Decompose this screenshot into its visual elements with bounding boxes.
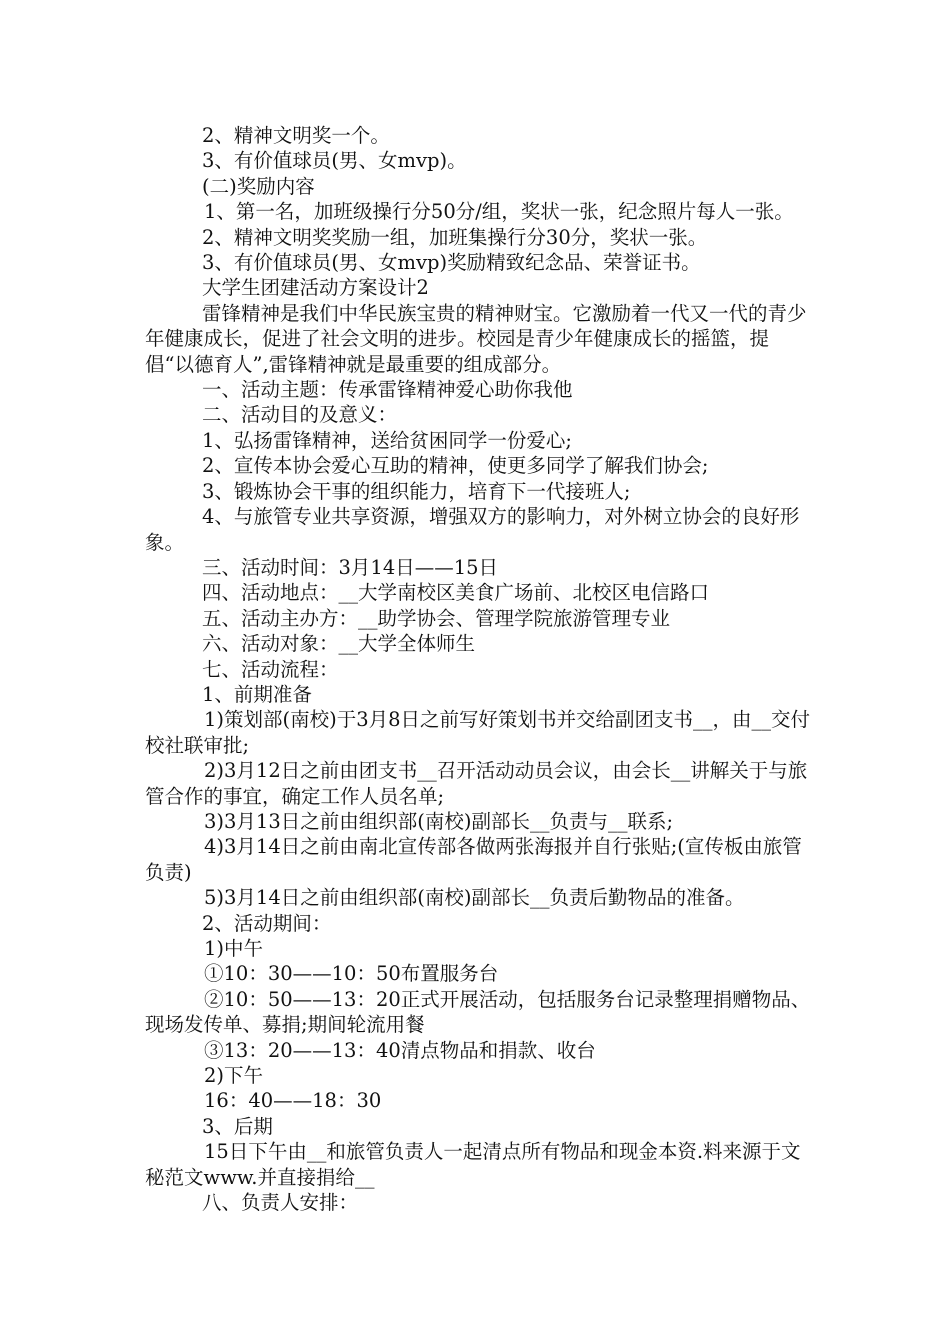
paragraph: 2)下午 xyxy=(204,1064,264,1088)
paragraph: 5)3月14日之前由组织部(南校)副部长__负责后勤物品的准备。 xyxy=(204,886,745,910)
paragraph: 16：40——18：30 xyxy=(204,1089,382,1113)
paragraph: 2)3月12日之前由团支书__召开活动动员会议，由会长__讲解关于与旅管合作的事宜，确定工作人员名单; xyxy=(145,759,808,808)
paragraph: 五、活动主办方：__助学协会、管理学院旅游管理专业 xyxy=(202,606,671,630)
paragraph: 3、后期 xyxy=(202,1114,273,1138)
paragraph: 1)中午 xyxy=(204,937,264,960)
section-heading: (二)奖励内容 xyxy=(202,174,315,198)
paragraph: 2、精神文明奖奖励一组，加班集操行分30分，奖状一张。 xyxy=(202,225,708,249)
paragraph: 1、前期准备 xyxy=(202,682,312,706)
paragraph: 1、弘扬雷锋精神，送给贫困同学一份爱心; xyxy=(202,428,572,452)
paragraph: 七、活动流程： xyxy=(202,657,339,681)
paragraph: 雷锋精神是我们中华民族宝贵的精神财宝。它激励着一代又一代的青少年健康成长，促进了社会文明的进步。校园是青少年健康成长的摇篮，提倡“以德育人”,雷锋精神就是最重要的组成部分。 xyxy=(145,301,807,376)
paragraph: ③13：20——13：40清点物品和捐款、收台 xyxy=(204,1038,596,1062)
paragraph: 1、第一名，加班级操行分50分/组，奖状一张，纪念照片每人一张。 xyxy=(204,200,794,224)
document-body xyxy=(145,123,813,1215)
paragraph: 四、活动地点：__大学南校区美食广场前、北校区电信路口 xyxy=(202,581,710,605)
paragraph: 1)策划部(南校)于3月8日之前写好策划书并交给副团支书__，由__交付校社联审批; xyxy=(145,708,811,757)
paragraph: 3、有价值球员(男、女mvp)奖励精致纪念品、荣誉证书。 xyxy=(202,251,701,275)
paragraph: 2、宣传本协会爱心互助的精神，使更多同学了解我们协会; xyxy=(202,454,709,478)
paragraph: 4、与旅管专业共享资源，增强双方的影响力，对外树立协会的良好形象。 xyxy=(145,505,800,554)
paragraph: 三、活动时间：3月14日——15日 xyxy=(202,555,499,579)
paragraph: 六、活动对象：__大学全体师生 xyxy=(202,632,476,656)
paragraph: 2、活动期间： xyxy=(202,911,332,935)
paragraph: 4)3月14日之前由南北宣传部各做两张海报并自行张贴;(宣传板由旅管负责) xyxy=(145,835,802,884)
paragraph: 八、负责人安排： xyxy=(202,1191,359,1215)
paragraph: 3、有价值球员(男、女mvp)。 xyxy=(202,149,467,173)
paragraph: 15日下午由__和旅管负责人一起清点所有物品和现金本资.料来源于文秘范文www.并直接捐给__ xyxy=(145,1140,801,1189)
paragraph: 3)3月13日之前由组织部(南校)副部长__负责与__联系; xyxy=(204,809,674,833)
paragraph: 一、活动主题：传承雷锋精神爱心助你我他 xyxy=(202,378,573,402)
document-title: 大学生团建活动方案设计2 xyxy=(202,276,429,300)
paragraph: 3、锻炼协会干事的组织能力，培育下一代接班人; xyxy=(202,479,631,503)
paragraph: ②10：50——13：20正式开展活动，包括服务台记录整理捐赠物品、现场发传单、募捐;期间轮流用餐 xyxy=(145,987,811,1037)
paragraph: ①10：30——10：50布置服务台 xyxy=(204,962,499,986)
paragraph: 二、活动目的及意义： xyxy=(202,403,398,427)
paragraph: 2、精神文明奖一个。 xyxy=(202,124,390,147)
